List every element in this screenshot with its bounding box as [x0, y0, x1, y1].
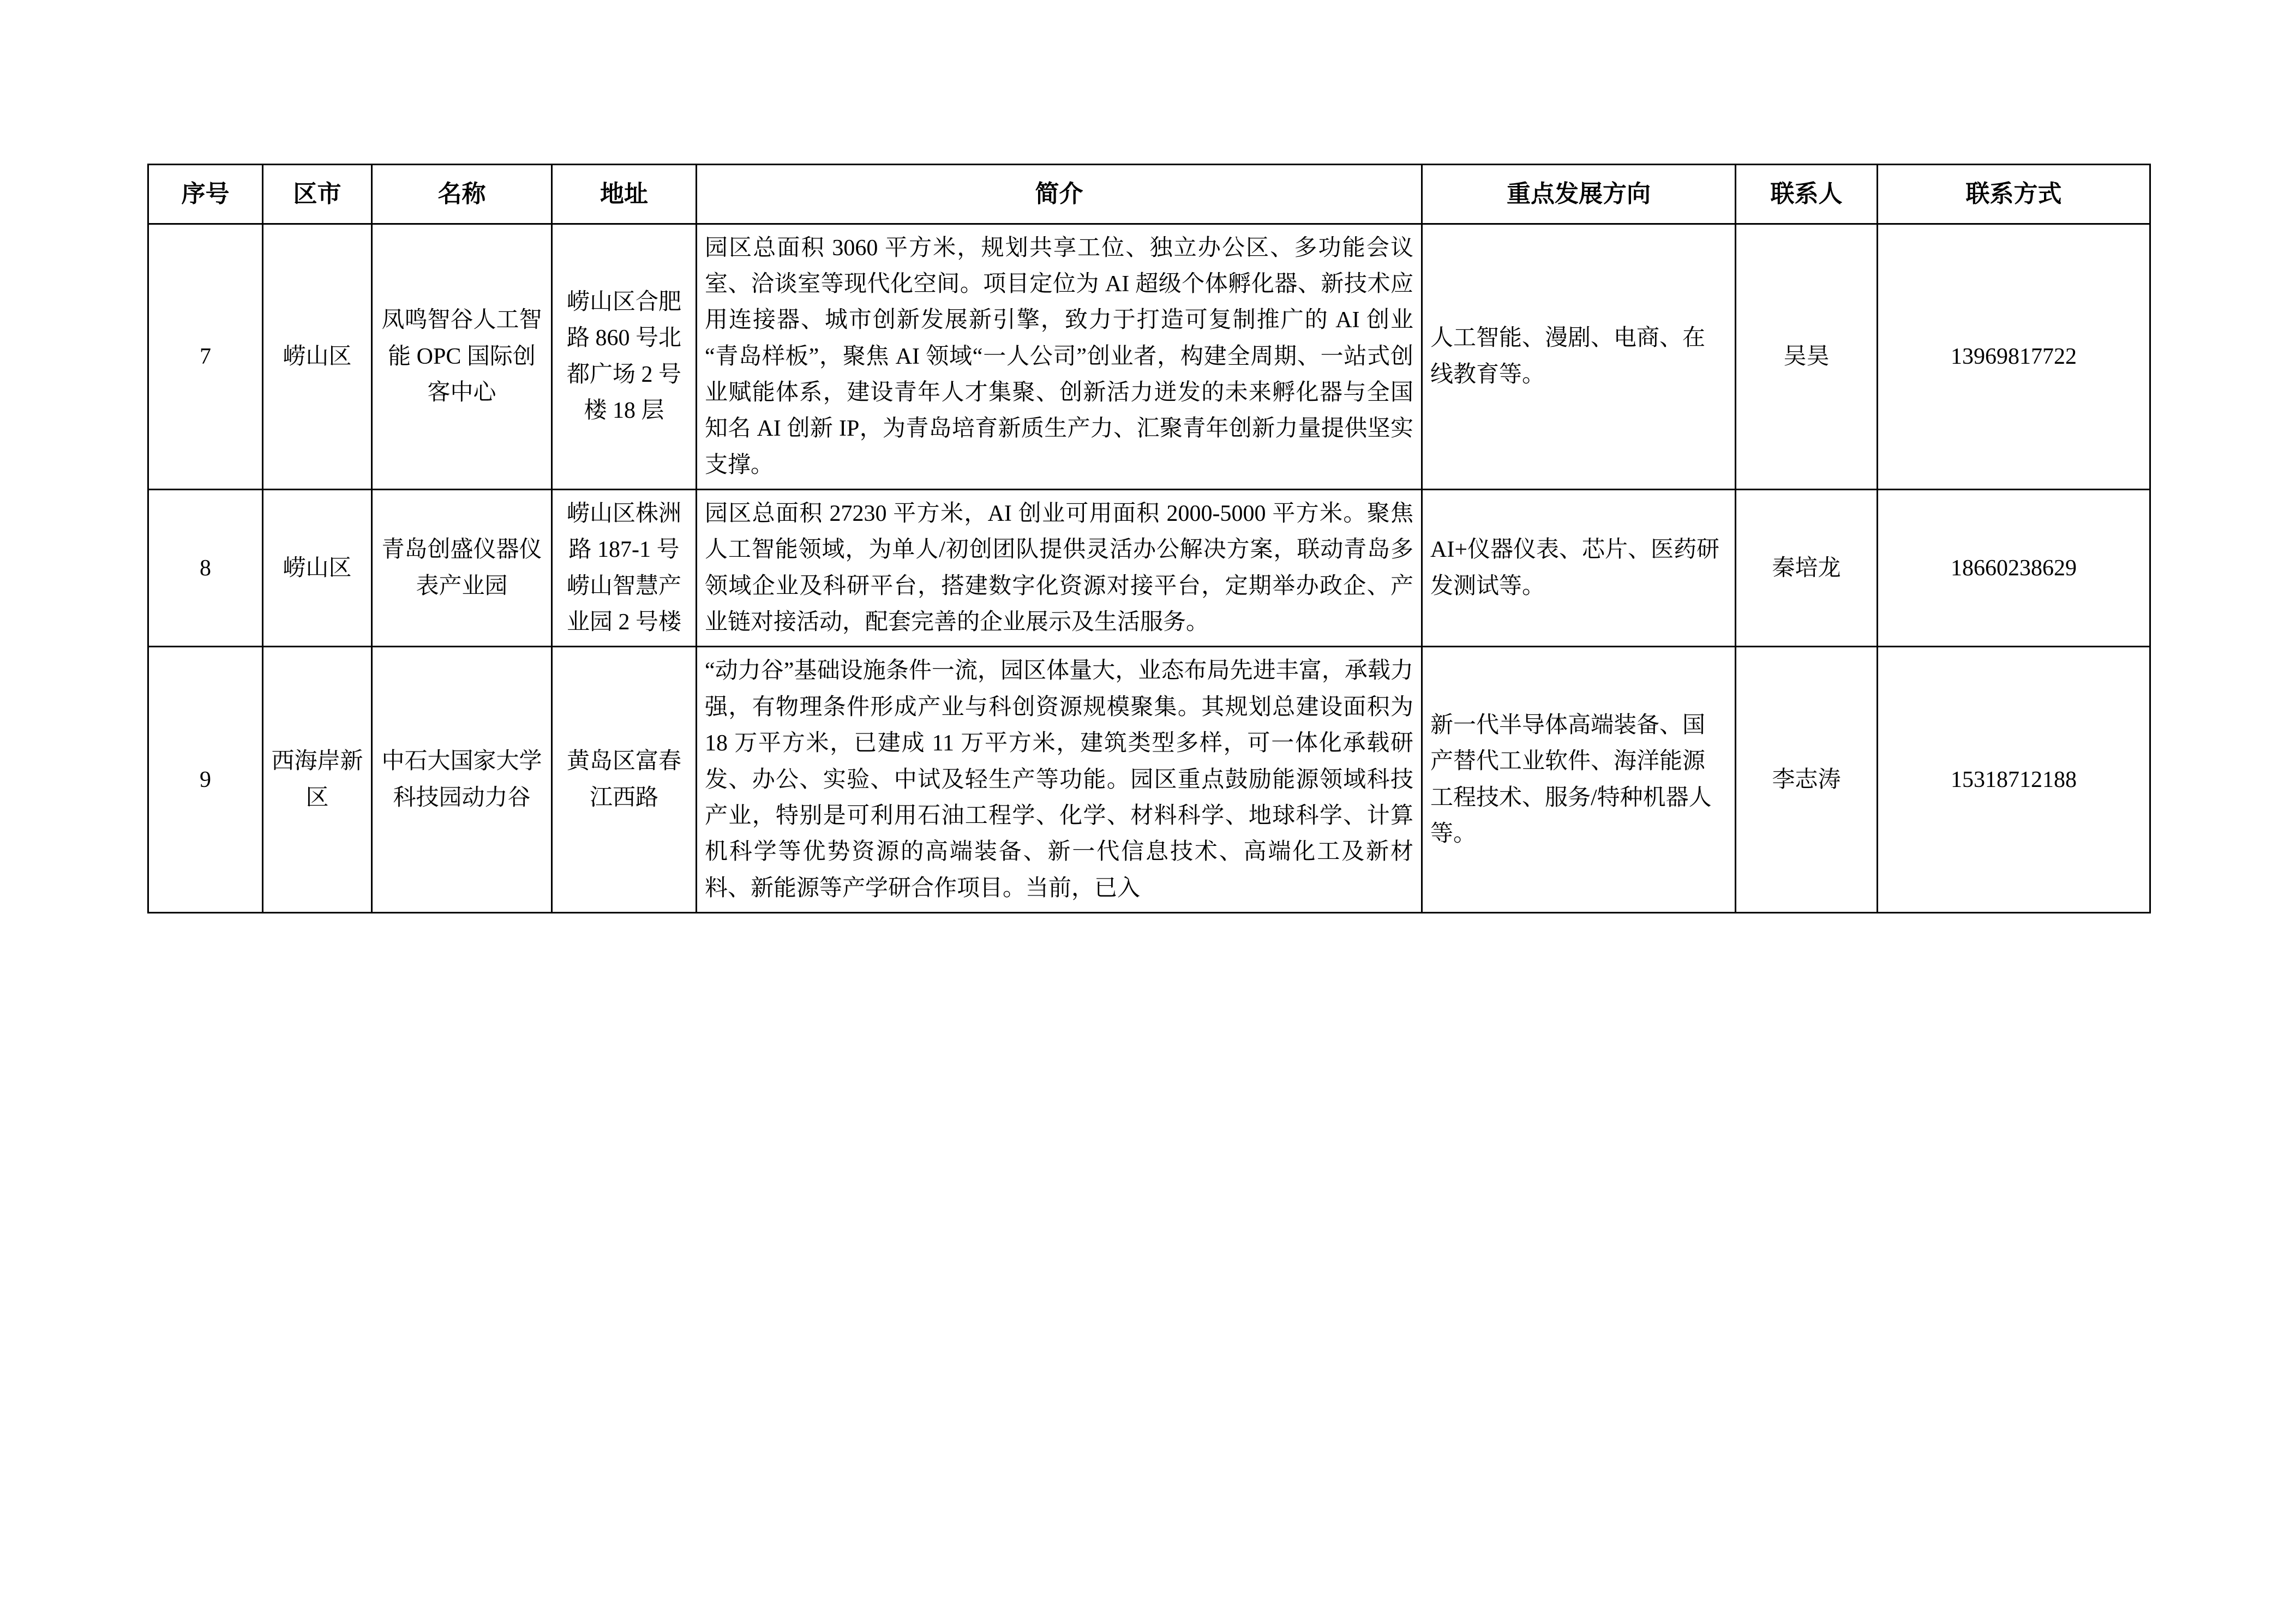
column-header-phone: 联系方式	[1878, 165, 2150, 224]
cell-description: “动力谷”基础设施条件一流，园区体量大，业态布局先进丰富，承载力强，有物理条件形成产业与科创资源规模聚集。其规划总建设面积为 18 万平方米，已建成 11 万平方米，建筑类型多样，可一体化承载研发、办公、实验、中试及轻生产等功能。园区重点鼓励能源领域科技产业，特别是可利用石油工程学、化学、材料科学、地球科学、计算机科学等优势资源的高端装备、新一代信息技术、高端化工及新材料、新能源等产学研合作项目。当前，已入	[697, 647, 1422, 913]
cell-seq: 9	[148, 647, 263, 913]
cell-seq: 7	[148, 224, 263, 490]
cell-phone: 18660238629	[1878, 490, 2150, 647]
parks-table	[147, 164, 2151, 913]
cell-focus: AI+仪器仪表、芯片、医药研发测试等。	[1422, 490, 1736, 647]
cell-district: 崂山区	[263, 490, 372, 647]
cell-description: 园区总面积 27230 平方米，AI 创业可用面积 2000-5000 平方米。聚焦人工智能领域，为单人/初创团队提供灵活办公解决方案，联动青岛多领域企业及科研平台，搭建数字化资源对接平台，定期举办政企、产业链对接活动，配套完善的企业展示及生活服务。	[697, 490, 1422, 647]
cell-address: 崂山区株洲路 187-1 号崂山智慧产业园 2 号楼	[552, 490, 697, 647]
column-header-seq: 序号	[148, 165, 263, 224]
cell-district: 西海岸新区	[263, 647, 372, 913]
cell-district: 崂山区	[263, 224, 372, 490]
column-header-contact: 联系人	[1736, 165, 1878, 224]
cell-focus: 新一代半导体高端装备、国产替代工业软件、海洋能源工程技术、服务/特种机器人等。	[1422, 647, 1736, 913]
table-row	[148, 490, 2150, 647]
cell-address: 崂山区合肥路 860 号北都广场 2 号楼 18 层	[552, 224, 697, 490]
column-header-name: 名称	[372, 165, 552, 224]
cell-name: 中石大国家大学科技园动力谷	[372, 647, 552, 913]
column-header-address: 地址	[552, 165, 697, 224]
cell-phone: 13969817722	[1878, 224, 2150, 490]
cell-contact: 李志涛	[1736, 647, 1878, 913]
cell-address: 黄岛区富春江西路	[552, 647, 697, 913]
cell-contact: 秦培龙	[1736, 490, 1878, 647]
cell-contact: 吴昊	[1736, 224, 1878, 490]
cell-name: 凤鸣智谷人工智能 OPC 国际创客中心	[372, 224, 552, 490]
table-row	[148, 647, 2150, 913]
table-header-row	[148, 165, 2150, 224]
column-header-focus: 重点发展方向	[1422, 165, 1736, 224]
table-row	[148, 224, 2150, 490]
cell-focus: 人工智能、漫剧、电商、在线教育等。	[1422, 224, 1736, 490]
column-header-description: 简介	[697, 165, 1422, 224]
column-header-district: 区市	[263, 165, 372, 224]
cell-description: 园区总面积 3060 平方米，规划共享工位、独立办公区、多功能会议室、洽谈室等现代化空间。项目定位为 AI 超级个体孵化器、新技术应用连接器、城市创新发展新引擎，致力于打造可复制推广的 AI 创业“青岛样板”，聚焦 AI 领域“一人公司”创业者，构建全周期、一站式创业赋能体系，建设青年人才集聚、创新活力迸发的未来孵化器与全国知名 AI 创新 IP，为青岛培育新质生产力、汇聚青年创新力量提供坚实支撑。	[697, 224, 1422, 490]
cell-name: 青岛创盛仪器仪表产业园	[372, 490, 552, 647]
cell-phone: 15318712188	[1878, 647, 2150, 913]
cell-seq: 8	[148, 490, 263, 647]
